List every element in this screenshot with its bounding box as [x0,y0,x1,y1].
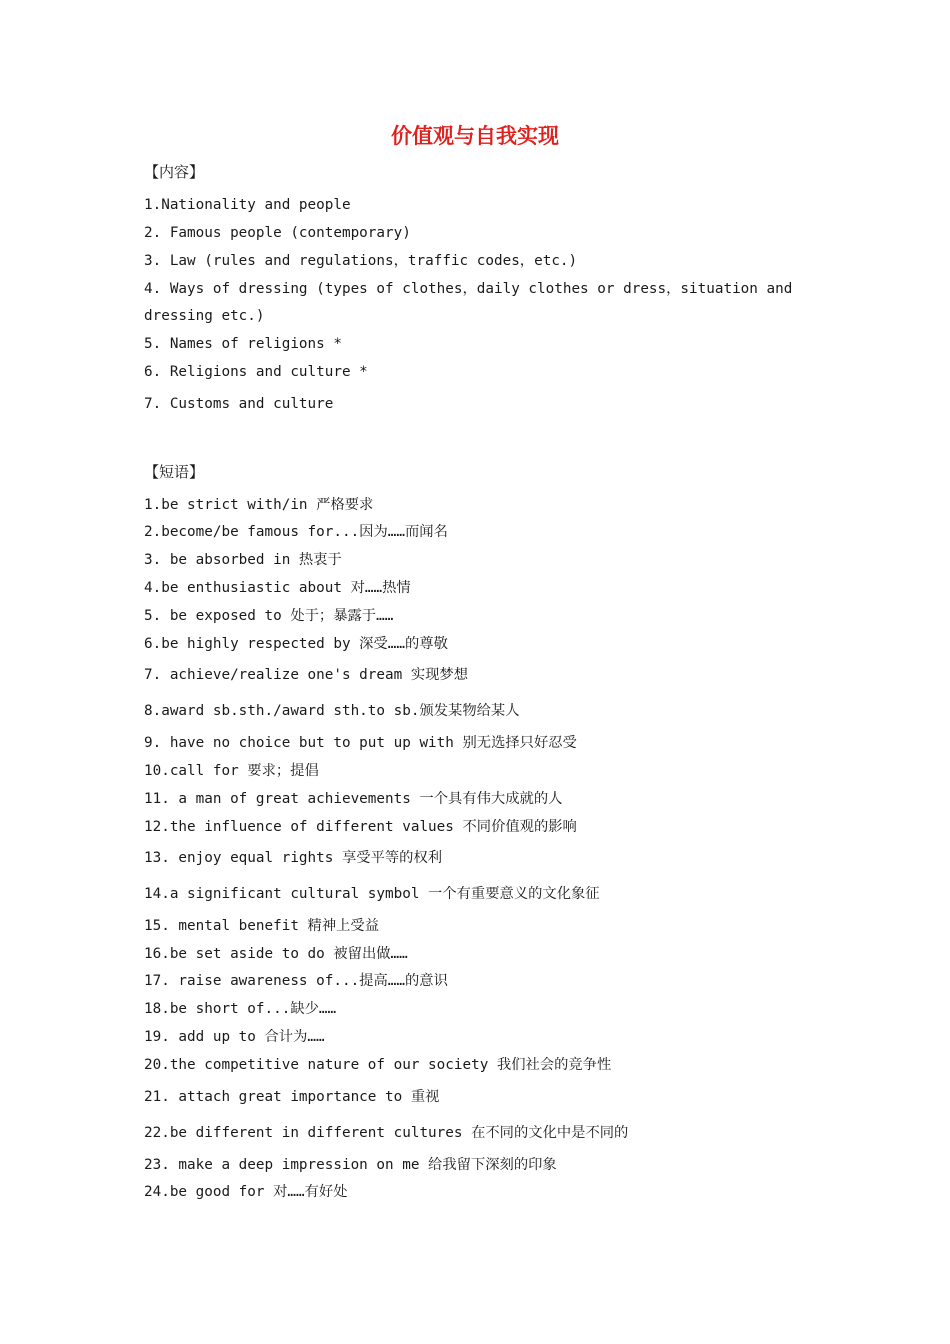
phrase-item: 12.the influence of different values 不同价值观的影响 [144,819,577,835]
content-item-continuation: dressing etc.) [144,308,265,324]
phrase-item: 11. a man of great achievements 一个具有伟大成就的人 [144,791,563,807]
phrase-item: 23. make a deep impression on me 给我留下深刻的印象 [144,1157,557,1173]
phrase-item: 24.be good for 对……有好处 [144,1184,348,1200]
content-item: 4. Ways of dressing (types of clothes，daily clothes or dress，situation and [144,281,793,297]
phrase-item: 8.award sb.sth./award sth.to sb.颁发某物给某人 [144,703,520,719]
phrase-item: 7. achieve/realize one's dream 实现梦想 [144,667,469,683]
phrase-item: 17. raise awareness of...提高……的意识 [144,973,448,989]
content-item: 7. Customs and culture [144,396,334,412]
phrase-item: 3. be absorbed in 热衷于 [144,552,342,568]
phrase-item: 19. add up to 合计为…… [144,1029,325,1045]
phrase-item: 15. mental benefit 精神上受益 [144,918,380,934]
phrase-item: 14.a significant cultural symbol 一个有重要意义的文化象征 [144,886,600,902]
document-title: 价值观与自我实现 [391,123,559,148]
content-item: 3. Law (rules and regulations，traffic codes，etc.) [144,253,578,269]
phrase-item: 16.be set aside to do 被留出做…… [144,946,408,962]
content-item: 2. Famous people (contemporary) [144,225,411,241]
content-item: 6. Religions and culture * [144,364,368,380]
content-heading: 【内容】 [144,163,205,181]
phrase-item: 9. have no choice but to put up with 别无选择只好忍受 [144,735,577,751]
phrase-item: 2.become/be famous for...因为……而闻名 [144,524,448,540]
phrase-item: 18.be short of...缺少…… [144,1001,337,1017]
phrase-item: 20.the competitive nature of our society 我们社会的竞争性 [144,1057,612,1073]
phrase-item: 21. attach great importance to 重视 [144,1089,440,1105]
content-item: 5. Names of religions * [144,336,342,352]
phrase-item: 10.call for 要求；提倡 [144,763,319,779]
phrases-heading: 【短语】 [144,463,205,481]
phrase-item: 22.be different in different cultures 在不同的文化中是不同的 [144,1125,629,1141]
content-item: 1.Nationality and people [144,197,351,213]
phrase-item: 5. be exposed to 处于；暴露于…… [144,608,394,624]
phrase-item: 6.be highly respected by 深受……的尊敬 [144,636,448,652]
phrase-item: 1.be strict with/in 严格要求 [144,497,374,513]
phrase-item: 13. enjoy equal rights 享受平等的权利 [144,850,443,866]
phrase-item: 4.be enthusiastic about 对……热情 [144,580,411,596]
